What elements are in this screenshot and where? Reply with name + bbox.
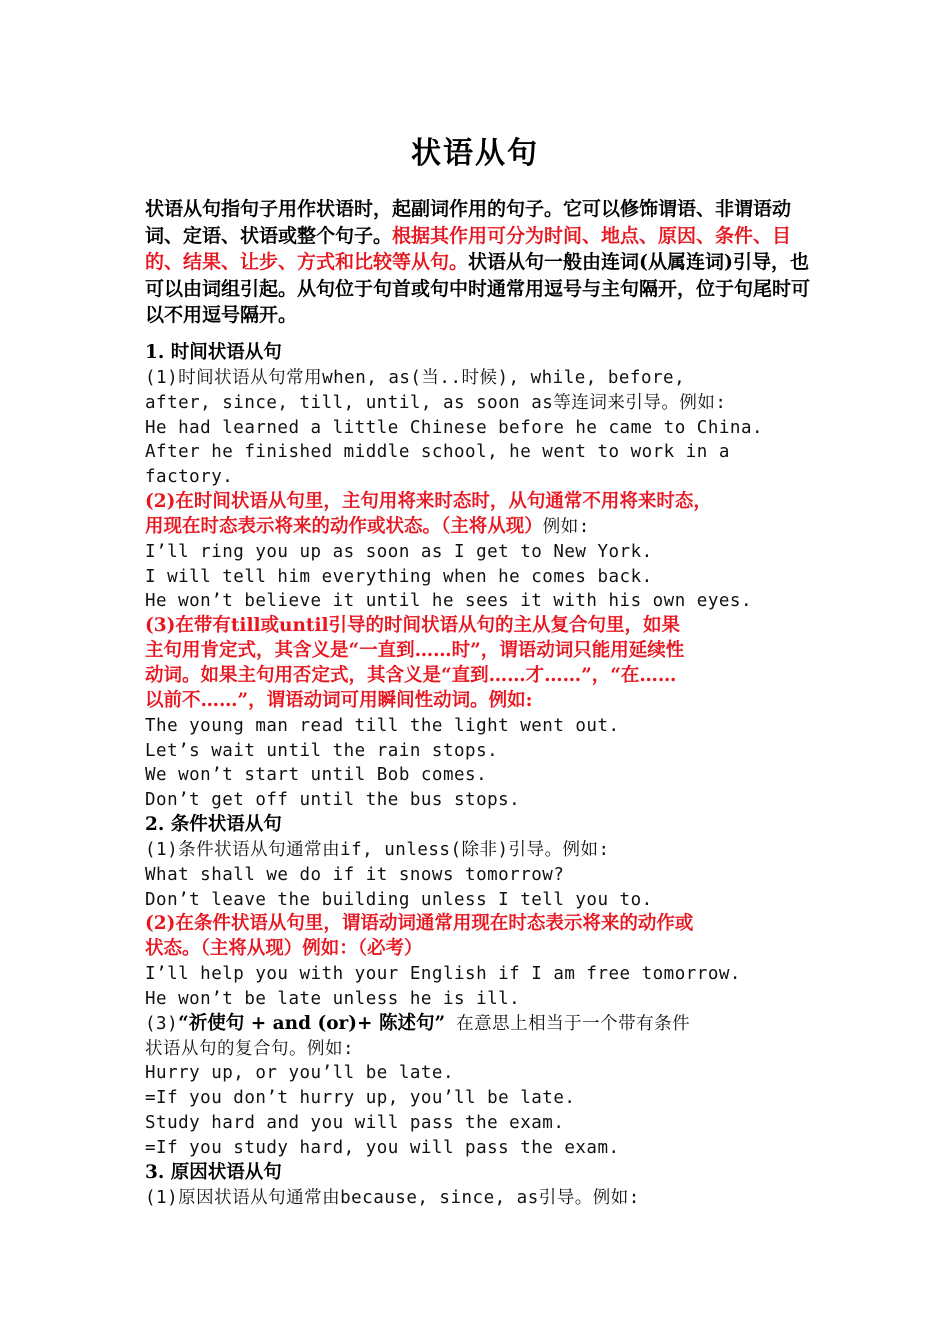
- body-line: [145, 838, 825, 863]
- body-text: I’ll ring you up as soon as I get to New York.: [145, 541, 653, 562]
- body-line: [145, 465, 825, 490]
- body-line: [145, 565, 825, 590]
- body-line: [145, 1086, 825, 1111]
- body-text: I’ll help you with your English if I am free tomorrow.: [145, 964, 741, 985]
- body-text: I will tell him everything when he comes back.: [145, 566, 653, 587]
- rule-text: 主句用肯定式，其含义是“一直到……时”，谓语动词只能用延续性: [145, 640, 685, 662]
- body-line: [145, 888, 825, 913]
- body-text: (1)时间状语从句常用when, as(当..时候), while, before,: [145, 367, 686, 388]
- body-line: [145, 987, 825, 1012]
- rule-tail-text: 例如:: [542, 516, 590, 537]
- intro-text: 状语从句指句子用作状语时，起副词作用的句子。它可以修饰谓语、非谓语动词、定语、状语或整个句子。: [145, 198, 792, 247]
- body-line: [145, 739, 825, 764]
- rule-text: 以前不……”，谓语动词可用瞬间性动词。例如:: [145, 689, 533, 711]
- body-text: He won’t believe it until he sees it with his own eyes.: [145, 591, 752, 612]
- highlighted-rule-line: [145, 515, 825, 540]
- body-line: [145, 391, 825, 416]
- body-line: [145, 440, 825, 465]
- body-line: [145, 962, 825, 987]
- rule-text: 动词。如果主句用否定式，其含义是“直到……才……”，“在……: [145, 664, 677, 686]
- body-text: (1)原因状语从句通常由because, since, as引导。例如:: [145, 1187, 640, 1208]
- body-line: [145, 1061, 825, 1086]
- intro-highlight: 根据其作用可分为时间、地点、原因、条件、目的、结果、让步、方式和比较等从句。: [145, 224, 792, 273]
- rule-text: (2)在时间状语从句里，主句用将来时态时，从句通常不用将来时态，: [145, 491, 712, 513]
- section-heading-text: 2. 条件状语从句: [145, 814, 282, 836]
- body-text: Let’s wait until the rain stops.: [145, 740, 499, 761]
- body-line: [145, 763, 825, 788]
- body-line: [145, 788, 825, 813]
- body-line: [145, 589, 825, 614]
- item-number: (3): [145, 1013, 179, 1034]
- body-line: [145, 863, 825, 888]
- section-heading: [145, 813, 825, 838]
- body-text: 在意思上相当于一个带有条件: [445, 1013, 691, 1034]
- document-body: [145, 341, 825, 1211]
- pattern-formula: “祈使句 + and (or)+ 陈述句”: [178, 1012, 446, 1034]
- rule-text: (2)在条件状语从句里，谓语动词通常用现在时态表示将来的动作或: [145, 913, 694, 935]
- body-line: [145, 714, 825, 739]
- rule-text: 用现在时态表示将来的动作或状态。（主将从现）: [145, 515, 543, 537]
- highlighted-rule-line: [145, 912, 825, 937]
- body-line: [145, 1186, 825, 1211]
- highlighted-rule-line: [145, 689, 825, 714]
- body-text: Don’t get off until the bus stops.: [145, 790, 521, 811]
- section-heading-text: 3. 原因状语从句: [145, 1161, 282, 1183]
- body-text: 状语从句的复合句。例如:: [145, 1038, 355, 1059]
- body-text: Hurry up, or you’ll be late.: [145, 1063, 455, 1084]
- body-line: [145, 1037, 825, 1062]
- section-heading-text: 1. 时间状语从句: [145, 342, 282, 363]
- body-line: [145, 1136, 825, 1161]
- body-line: [145, 1111, 825, 1136]
- body-text: He had learned a little Chinese before he came to China.: [145, 417, 764, 438]
- page-title: 状语从句: [411, 136, 539, 171]
- intro-paragraph: [145, 196, 810, 329]
- highlighted-rule-line: [145, 490, 825, 515]
- body-text: What shall we do if it snows tomorrow?: [145, 864, 565, 885]
- body-text: Study hard and you will pass the exam.: [145, 1113, 565, 1134]
- body-text: We won’t start until Bob comes.: [145, 765, 488, 786]
- highlighted-rule-line: [145, 937, 825, 962]
- body-line: [145, 1012, 825, 1037]
- body-text: factory.: [145, 467, 234, 488]
- body-line: [145, 540, 825, 565]
- section-heading: [145, 1161, 825, 1186]
- rule-text: 状态。（主将从现）例如：（必考）: [145, 938, 423, 960]
- highlighted-rule-line: [145, 639, 825, 664]
- body-line: [145, 416, 825, 441]
- body-text: Don’t leave the building unless I tell you to.: [145, 889, 653, 910]
- rule-text: (3)在带有till或until引导的时间状语从句的主从复合句里，如果: [145, 615, 681, 637]
- body-text: =If you don’t hurry up, you’ll be late.: [145, 1088, 576, 1109]
- body-text: (1)条件状语从句通常由if, unless(除非)引导。例如:: [145, 839, 610, 860]
- section-heading: [145, 341, 825, 366]
- body-line: [145, 366, 825, 391]
- body-text: =If you study hard, you will pass the exam.: [145, 1138, 620, 1158]
- body-text: After he finished middle school, he went to work in a: [145, 442, 730, 463]
- body-text: He won’t be late unless he is ill.: [145, 988, 521, 1009]
- body-text: The young man read till the light went out.: [145, 715, 620, 736]
- highlighted-rule-line: [145, 664, 825, 689]
- intro-text-2: 状语从句一般由连词(从属连词)引导，也可以由词组引起。从句位于句首或句中时通常用逗号与主句隔开，位于句尾时可以不用逗号隔开。: [145, 251, 811, 326]
- body-text: after, since, till, until, as soon as等连词来引导。例如:: [145, 392, 727, 413]
- highlighted-rule-line: [145, 614, 825, 639]
